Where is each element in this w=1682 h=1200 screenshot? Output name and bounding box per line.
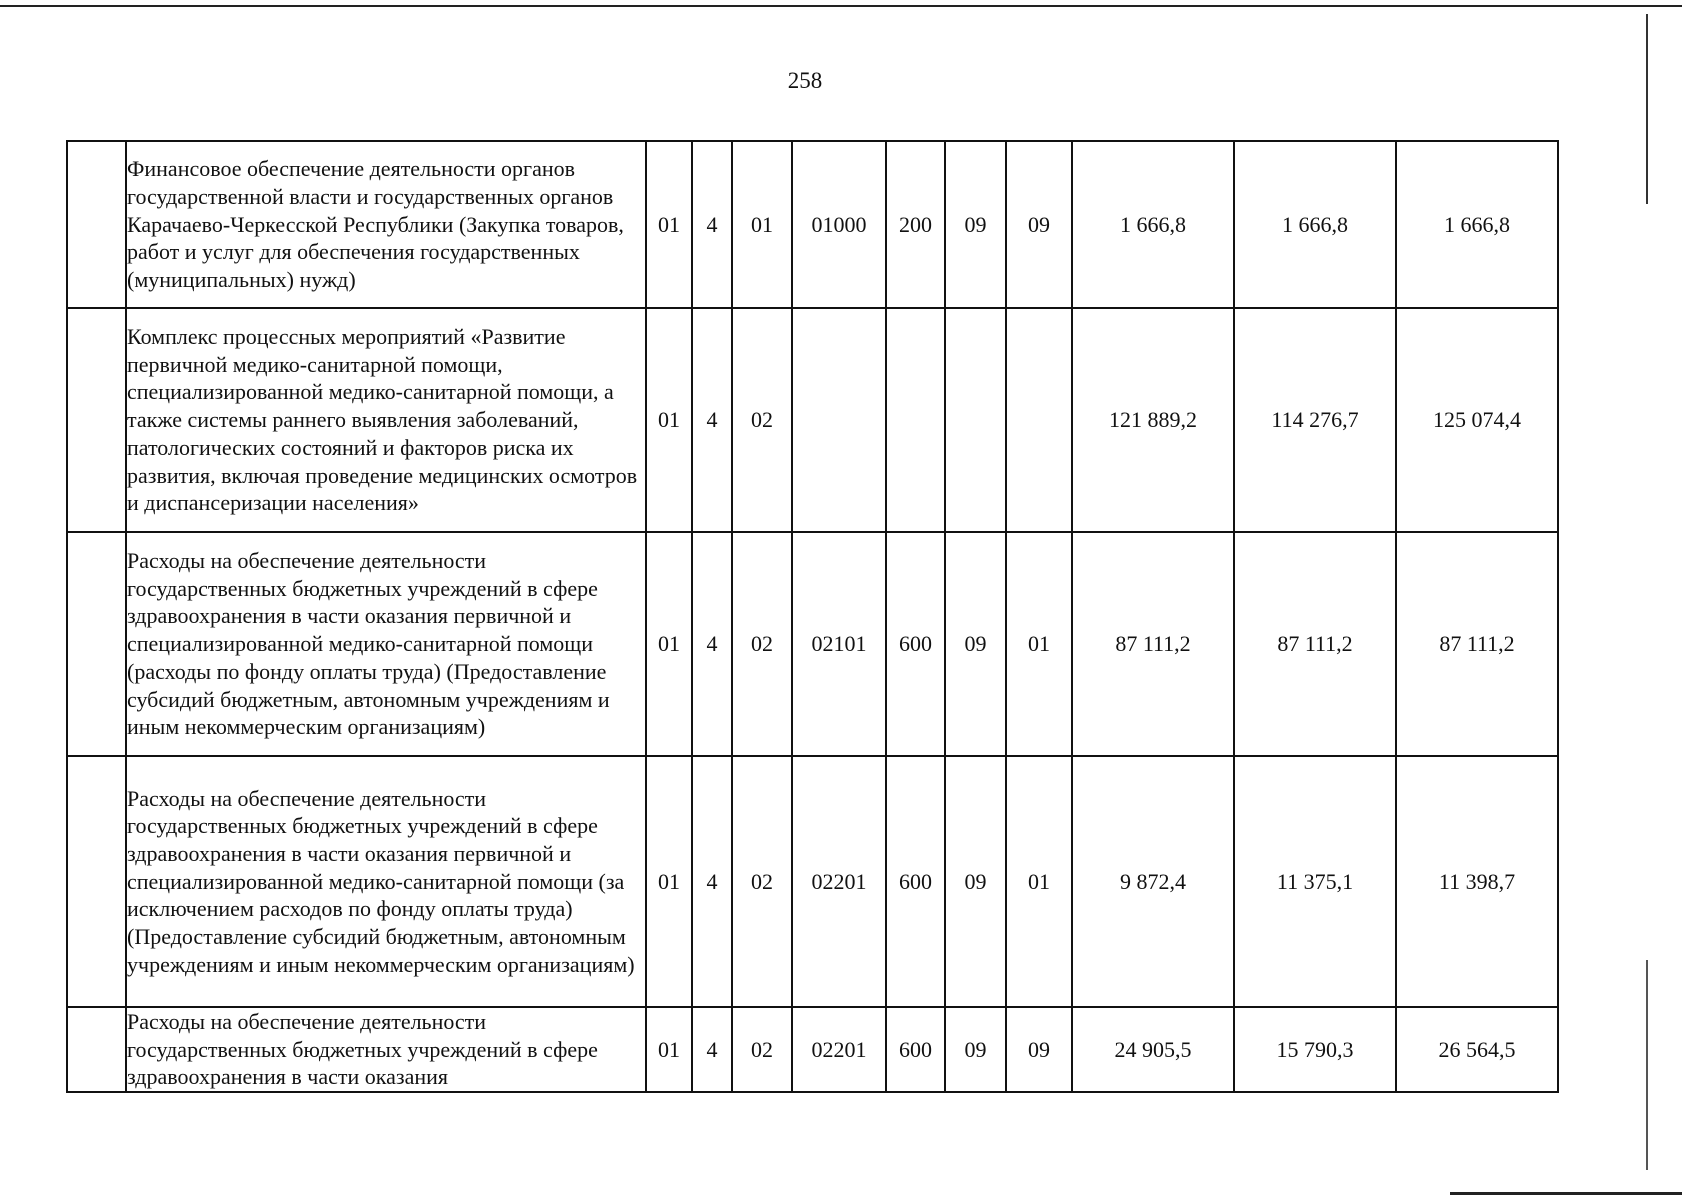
code-cell: 02201 xyxy=(792,1007,886,1092)
code-cell xyxy=(886,308,945,532)
amount-cell: 24 905,5 xyxy=(1072,1007,1234,1092)
table-row xyxy=(67,141,1558,308)
amount-cell: 9 872,4 xyxy=(1072,756,1234,1007)
blank-cell xyxy=(67,141,126,308)
code-cell: 01 xyxy=(732,141,792,308)
amount-cell: 15 790,3 xyxy=(1234,1007,1396,1092)
code-cell: 02201 xyxy=(792,756,886,1007)
code-cell: 01 xyxy=(1006,532,1072,756)
amount-cell: 11 398,7 xyxy=(1396,756,1558,1007)
code-cell: 01 xyxy=(646,141,692,308)
amount-cell: 26 564,5 xyxy=(1396,1007,1558,1092)
code-cell: 02 xyxy=(732,532,792,756)
code-cell xyxy=(945,308,1006,532)
description-cell: Расходы на обеспечение деятельности государственных бюджетных учреждений в сфере здравоохранения в части оказания первичной и специализированной медико-санитарной помощи (расходы по фонду оплаты труда) (Предоставление субсидий бюджетным, автономным учреждениям и иным некоммерческим организациям) xyxy=(126,532,646,756)
code-cell: 01 xyxy=(646,756,692,1007)
amount-cell: 87 111,2 xyxy=(1396,532,1558,756)
amount-cell: 87 111,2 xyxy=(1072,532,1234,756)
code-cell: 600 xyxy=(886,532,945,756)
code-cell: 02 xyxy=(732,308,792,532)
code-cell: 09 xyxy=(945,1007,1006,1092)
blank-cell xyxy=(67,756,126,1007)
code-cell: 09 xyxy=(1006,141,1072,308)
code-cell xyxy=(1006,308,1072,532)
description-cell: Расходы на обеспечение деятельности государственных бюджетных учреждений в сфере здравоохранения в части оказания первичной и специализированной медико-санитарной помощи (за исключением расходов по фонду оплаты труда) (Предоставление субсидий бюджетным, автономным учреждениям и иным некоммерческим организациям) xyxy=(126,756,646,1007)
description-cell: Финансовое обеспечение деятельности органов государственной власти и государственных органов Карачаево-Черкесской Республики (Закупка товаров, работ и услуг для обеспечения государственных (муниципальных) нужд) xyxy=(126,141,646,308)
amount-cell: 1 666,8 xyxy=(1396,141,1558,308)
code-cell: 4 xyxy=(692,308,732,532)
scan-edge-right xyxy=(1646,14,1648,204)
code-cell: 09 xyxy=(945,756,1006,1007)
code-cell: 01 xyxy=(646,308,692,532)
table-row xyxy=(67,308,1558,532)
code-cell: 09 xyxy=(945,141,1006,308)
code-cell: 600 xyxy=(886,756,945,1007)
description-cell: Комплекс процессных мероприятий «Развитие первичной медико-санитарной помощи, специализированной медико-санитарной помощи, а также системы раннего выявления заболеваний, патологических состояний и факторов риска их развития, включая проведение медицинских осмотров и диспансеризации населения» xyxy=(126,308,646,532)
code-cell: 600 xyxy=(886,1007,945,1092)
code-cell: 02 xyxy=(732,756,792,1007)
code-cell xyxy=(792,308,886,532)
code-cell: 01000 xyxy=(792,141,886,308)
code-cell: 4 xyxy=(692,756,732,1007)
table-row xyxy=(67,756,1558,1007)
scan-edge-bottom xyxy=(1450,1192,1682,1195)
code-cell: 4 xyxy=(692,532,732,756)
table-row xyxy=(67,532,1558,756)
code-cell: 4 xyxy=(692,141,732,308)
table-row xyxy=(67,1007,1558,1092)
blank-cell xyxy=(67,1007,126,1092)
code-cell: 02101 xyxy=(792,532,886,756)
code-cell: 01 xyxy=(646,532,692,756)
page-number: 258 xyxy=(787,68,823,93)
amount-cell: 121 889,2 xyxy=(1072,308,1234,532)
amount-cell: 1 666,8 xyxy=(1234,141,1396,308)
scan-edge-right-lower xyxy=(1646,960,1648,1170)
description-cell: Расходы на обеспечение деятельности государственных бюджетных учреждений в сфере здравоохранения в части оказания xyxy=(126,1007,646,1092)
blank-cell xyxy=(67,308,126,532)
code-cell: 09 xyxy=(1006,1007,1072,1092)
blank-cell xyxy=(67,532,126,756)
amount-cell: 1 666,8 xyxy=(1072,141,1234,308)
code-cell: 4 xyxy=(692,1007,732,1092)
code-cell: 01 xyxy=(646,1007,692,1092)
amount-cell: 87 111,2 xyxy=(1234,532,1396,756)
budget-table xyxy=(66,140,1559,1093)
code-cell: 02 xyxy=(732,1007,792,1092)
code-cell: 200 xyxy=(886,141,945,308)
amount-cell: 11 375,1 xyxy=(1234,756,1396,1007)
amount-cell: 114 276,7 xyxy=(1234,308,1396,532)
code-cell: 09 xyxy=(945,532,1006,756)
scan-edge-top xyxy=(0,5,1682,7)
amount-cell: 125 074,4 xyxy=(1396,308,1558,532)
code-cell: 01 xyxy=(1006,756,1072,1007)
